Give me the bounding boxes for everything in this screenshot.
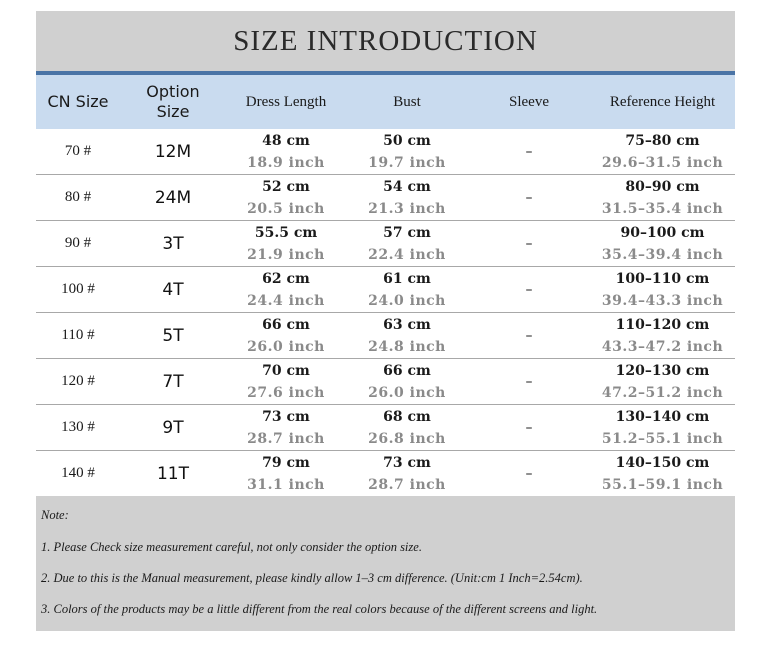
height-inch: 31.5–35.4 inch — [601, 200, 724, 217]
dress-length-cm: 70 cm — [262, 362, 310, 379]
dress-length-cell — [226, 406, 346, 450]
height-inch: 51.2–55.1 inch — [601, 430, 724, 447]
dress-length-inch: 20.5 inch — [247, 200, 325, 217]
table-row — [36, 267, 735, 313]
reference-height-cell — [590, 268, 735, 312]
sleeve-cell: – — [525, 189, 533, 206]
sleeve-cell: – — [525, 327, 533, 344]
table-row — [36, 405, 735, 451]
bust-inch: 24.8 inch — [368, 338, 446, 355]
dress-length-inch: 18.9 inch — [247, 154, 325, 171]
height-inch: 47.2–51.2 inch — [601, 384, 724, 401]
bust-inch: 21.3 inch — [368, 200, 446, 217]
height-cm: 100–110 cm — [615, 270, 710, 287]
dress-length-inch: 24.4 inch — [247, 292, 325, 309]
bust-cell — [346, 222, 468, 266]
bust-inch: 28.7 inch — [368, 476, 446, 493]
cn-size-cell: 90 # — [64, 235, 92, 251]
cn-size-cell: 70 # — [64, 143, 92, 159]
reference-height-cell — [590, 452, 735, 496]
dress-length-cell — [226, 176, 346, 220]
option-size-cell: 12M — [154, 141, 192, 162]
title-bar — [36, 11, 735, 71]
cn-size-cell: 140 # — [61, 465, 95, 481]
dress-length-inch: 27.6 inch — [247, 384, 325, 401]
option-size-cell: 9T — [162, 417, 184, 438]
table-row — [36, 313, 735, 359]
height-cm: 120–130 cm — [615, 362, 710, 379]
bust-cm: 68 cm — [383, 408, 431, 425]
table-row — [36, 451, 735, 497]
reference-height-cell — [590, 406, 735, 450]
bust-cell — [346, 406, 468, 450]
bust-inch: 26.0 inch — [368, 384, 446, 401]
bust-cm: 73 cm — [383, 454, 431, 471]
header-bust: Bust — [393, 93, 421, 110]
cn-size-cell: 120 # — [61, 373, 95, 389]
height-inch: 39.4–43.3 inch — [601, 292, 724, 309]
sleeve-cell: – — [525, 281, 533, 298]
bust-cell — [346, 360, 468, 404]
height-inch: 29.6–31.5 inch — [601, 154, 724, 171]
dress-length-inch: 28.7 inch — [247, 430, 325, 447]
note-item: 3. Colors of the products may be a little different from the real colors because of the different screens and light. — [41, 602, 598, 616]
table-row — [36, 221, 735, 267]
bust-inch: 24.0 inch — [368, 292, 446, 309]
bust-cm: 63 cm — [383, 316, 431, 333]
dress-length-cell — [226, 130, 346, 174]
height-cm: 75–80 cm — [625, 132, 700, 149]
table-row — [36, 129, 735, 175]
height-cm: 130–140 cm — [615, 408, 710, 425]
note-item: 2. Due to this is the Manual measurement, please kindly allow 1–3 cm difference. (Unit:cm 1 Inch=2.54cm). — [41, 571, 583, 585]
bust-cm: 54 cm — [383, 178, 431, 195]
bust-cm: 61 cm — [383, 270, 431, 287]
page-title: SIZE INTRODUCTION — [233, 24, 538, 57]
option-size-cell: 5T — [162, 325, 184, 346]
cn-size-cell: 110 # — [61, 327, 95, 343]
dress-length-cell — [226, 268, 346, 312]
size-table-body — [36, 129, 735, 497]
height-cm: 110–120 cm — [615, 316, 710, 333]
notes-panel — [36, 496, 735, 631]
bust-cm: 66 cm — [383, 362, 431, 379]
dress-length-cell — [226, 452, 346, 496]
dress-length-cm: 52 cm — [262, 178, 310, 195]
option-size-cell: 24M — [154, 187, 192, 208]
sleeve-cell: – — [525, 465, 533, 482]
header-sleeve: Sleeve — [509, 93, 549, 110]
reference-height-cell — [590, 176, 735, 220]
dress-length-cell — [226, 314, 346, 358]
sleeve-cell: – — [525, 419, 533, 436]
option-size-cell: 3T — [162, 233, 184, 254]
bust-cell — [346, 176, 468, 220]
bust-cell — [346, 314, 468, 358]
table-header — [36, 75, 735, 129]
bust-inch: 19.7 inch — [368, 154, 446, 171]
dress-length-cm: 79 cm — [262, 454, 310, 471]
cn-size-cell: 130 # — [61, 419, 95, 435]
reference-height-cell — [590, 314, 735, 358]
header-option-size-line1: Option — [146, 82, 200, 101]
option-size-cell: 4T — [162, 279, 184, 300]
height-cm: 80–90 cm — [625, 178, 700, 195]
dress-length-cm: 62 cm — [262, 270, 310, 287]
bust-inch: 26.8 inch — [368, 430, 446, 447]
header-option-size — [120, 82, 226, 122]
height-inch: 35.4–39.4 inch — [601, 246, 724, 263]
sleeve-cell: – — [525, 143, 533, 160]
height-inch: 55.1–59.1 inch — [601, 476, 724, 493]
notes-label: Note: — [41, 508, 69, 522]
note-item: 1. Please Check size measurement careful, not only consider the option size. — [41, 540, 422, 554]
bust-inch: 22.4 inch — [368, 246, 446, 263]
sleeve-cell: – — [525, 235, 533, 252]
header-cn-size: CN Size — [47, 92, 109, 111]
header-dress-length: Dress Length — [245, 93, 327, 110]
dress-length-cm: 73 cm — [262, 408, 310, 425]
dress-length-cm: 48 cm — [262, 132, 310, 149]
dress-length-inch: 26.0 inch — [247, 338, 325, 355]
reference-height-cell — [590, 360, 735, 404]
height-cm: 140–150 cm — [615, 454, 710, 471]
dress-length-cell — [226, 360, 346, 404]
dress-length-cm: 55.5 cm — [254, 224, 318, 241]
bust-cm: 57 cm — [383, 224, 431, 241]
option-size-cell: 7T — [162, 371, 184, 392]
height-cm: 90–100 cm — [620, 224, 705, 241]
sleeve-cell: – — [525, 373, 533, 390]
cn-size-cell: 100 # — [61, 281, 95, 297]
height-inch: 43.3–47.2 inch — [601, 338, 724, 355]
reference-height-cell — [590, 222, 735, 266]
header-option-size-line2: Size — [156, 102, 190, 121]
cn-size-cell: 80 # — [64, 189, 92, 205]
dress-length-cm: 66 cm — [262, 316, 310, 333]
bust-cell — [346, 130, 468, 174]
bust-cm: 50 cm — [383, 132, 431, 149]
reference-height-cell — [590, 130, 735, 174]
dress-length-inch: 21.9 inch — [247, 246, 325, 263]
dress-length-inch: 31.1 inch — [247, 476, 325, 493]
header-reference-height: Reference Height — [609, 93, 716, 110]
table-row — [36, 175, 735, 221]
bust-cell — [346, 268, 468, 312]
dress-length-cell — [226, 222, 346, 266]
table-row — [36, 359, 735, 405]
bust-cell — [346, 452, 468, 496]
option-size-cell: 11T — [156, 463, 190, 484]
